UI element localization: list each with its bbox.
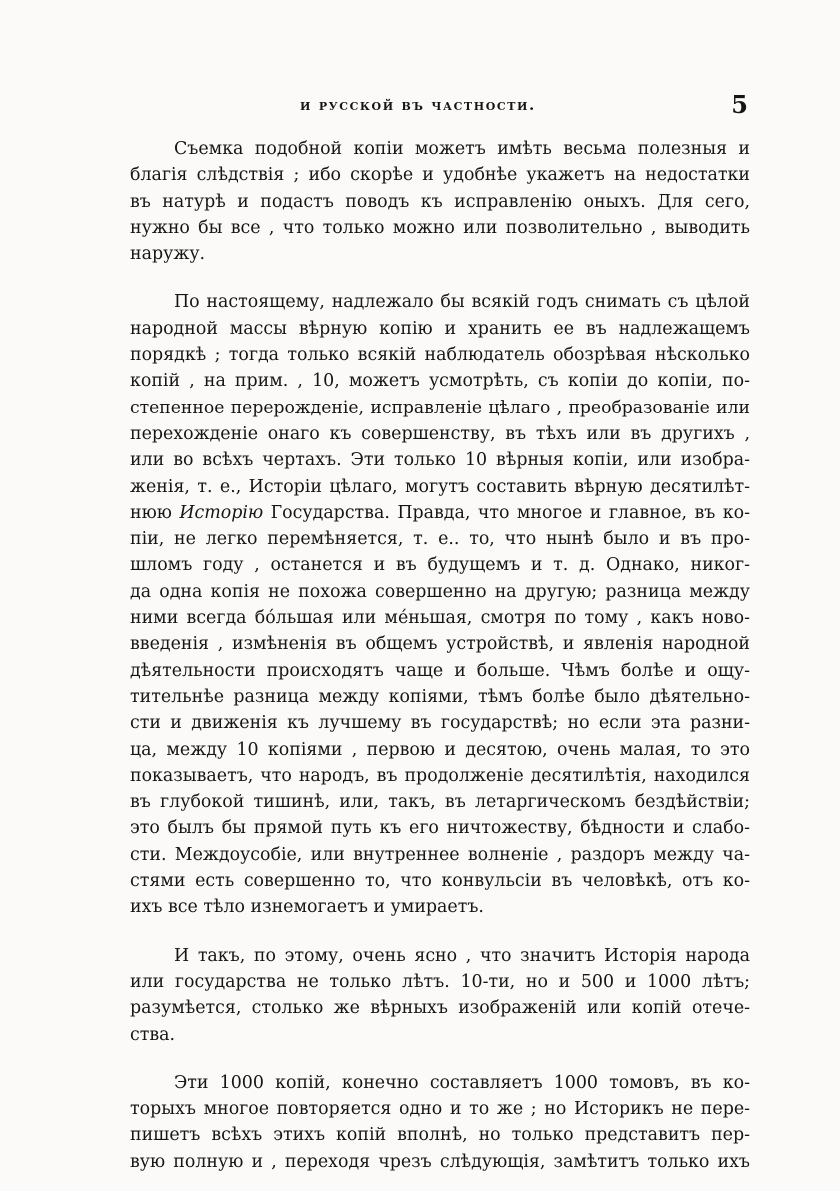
text-line: благія слѣдствія ; ибо скорѣе и удобнѣе укажетъ на недостатки xyxy=(130,165,750,186)
text-line: ца, между 10 копіями , первою и десятою, очень малая, то это xyxy=(130,739,750,760)
text-line: разумѣется, столько же вѣрныхъ изображеній или копій отече- xyxy=(130,998,750,1019)
text-line: сти. Междоусобіе, или внутреннее волненіе , раздоръ между ча- xyxy=(130,844,750,865)
text-line: женія, т. е., Исторіи цѣлаго, могутъ составить вѣрную десятилѣт- xyxy=(130,476,750,497)
text-line: перехожденіе онаго къ совершенству, въ тѣхъ или въ другихъ , xyxy=(130,423,750,444)
paragraph-gap xyxy=(130,267,750,289)
text-line: торыхъ многое повторяется одно и то же ; но Историкъ не пере- xyxy=(130,1099,750,1120)
text-line: показываетъ, что народъ, въ продолженіе десятилѣтія, находился xyxy=(130,765,750,786)
text-line: ними всегда бóльшая или мéньшая, смотря по тому , какъ ново- xyxy=(130,608,750,629)
text-line: или во всѣхъ чертахъ. Эти только 10 вѣрныя копіи, или изобра- xyxy=(130,450,750,471)
text-line: степенное перерожденіе, исправленіе цѣлаго , преобразованіе или xyxy=(130,397,750,418)
paragraph-gap xyxy=(130,1048,750,1070)
text-line: Эти 1000 копій, конечно составляетъ 1000 томовъ, въ ко- xyxy=(174,1072,750,1093)
text-line: стями есть совершенно то, что конвульсіи въ человѣкѣ, отъ ко- xyxy=(130,871,750,892)
text-line: да одна копія не похожа совершенно на другую; разница между xyxy=(130,581,750,602)
page-number: 5 xyxy=(731,90,748,119)
text-line: наружу. xyxy=(130,244,206,265)
text-line: введенія , измѣненія въ общемъ устройствѣ, и явленія народной xyxy=(130,634,750,655)
text-line: тительнѣе разница между копіями, тѣмъ болѣе было дѣятельно- xyxy=(130,686,750,707)
text-line: порядкѣ ; тогда только всякій наблюдатель обозрѣвая нѣсколько xyxy=(130,345,750,366)
text-line: Съемка подобной копіи можетъ имѣть весьма полезныя и xyxy=(174,139,750,159)
text-line: нужно бы все , что только можно или позволительно , выводить xyxy=(130,217,750,238)
text-line: По настоящему, надлежало бы всякій годъ снимать съ цѣлой xyxy=(174,292,750,313)
emphasized-word: Исторію xyxy=(179,502,264,523)
paragraph-gap xyxy=(130,921,750,943)
text-line: это былъ бы прямой путь къ его ничтожеству, бѣдности и слабо- xyxy=(130,818,750,839)
text-line: дѣятельности происходятъ чаще и больше. Чѣмъ болѣе и ощу- xyxy=(130,660,750,681)
text-line: піи, не легко перемѣняется, т. е.. то, что нынѣ было и въ про- xyxy=(130,529,750,550)
text-line: въ натурѣ и подастъ поводъ къ исправленію оныхъ. Для сего, xyxy=(130,191,750,212)
text-line: нюю Исторію Государства. Правда, что многое и главное, въ ко- xyxy=(130,502,750,523)
text-line: или государства не только лѣтъ. 10-ти, но и 500 и 1000 лѣтъ; xyxy=(130,971,750,992)
running-title: и русской въ частности. xyxy=(300,96,536,114)
page-header xyxy=(130,90,750,124)
text-line: И такъ, по этому, очень ясно , что значитъ Исторія народа xyxy=(174,945,750,966)
text-line: пишетъ всѣхъ этихъ копій вполнѣ, но только представитъ пер- xyxy=(130,1125,750,1146)
text-line: ихъ все тѣло изнемогаетъ и умираетъ. xyxy=(130,897,484,918)
text-line: шломъ году , останется и въ будущемъ и т. д. Однако, никог- xyxy=(130,555,750,576)
text-line: вую полную и , переходя чрезъ слѣдующія, замѣтитъ только ихъ xyxy=(130,1151,750,1172)
text-line: ства. xyxy=(130,1024,176,1045)
text-line: копій , на прим. , 10, можетъ усмотрѣть, съ копіи до копіи, по- xyxy=(130,371,750,392)
body-text xyxy=(130,136,750,1175)
text-line: сти и движенія къ лучшему въ государствѣ; но если эта разни- xyxy=(130,713,750,734)
text-line: въ глубокой тишинѣ, или, такъ, въ летаргическомъ бездѣйствіи; xyxy=(130,792,750,813)
text-line: народной массы вѣрную копію и хранить ее въ надлежащемъ xyxy=(130,318,750,339)
